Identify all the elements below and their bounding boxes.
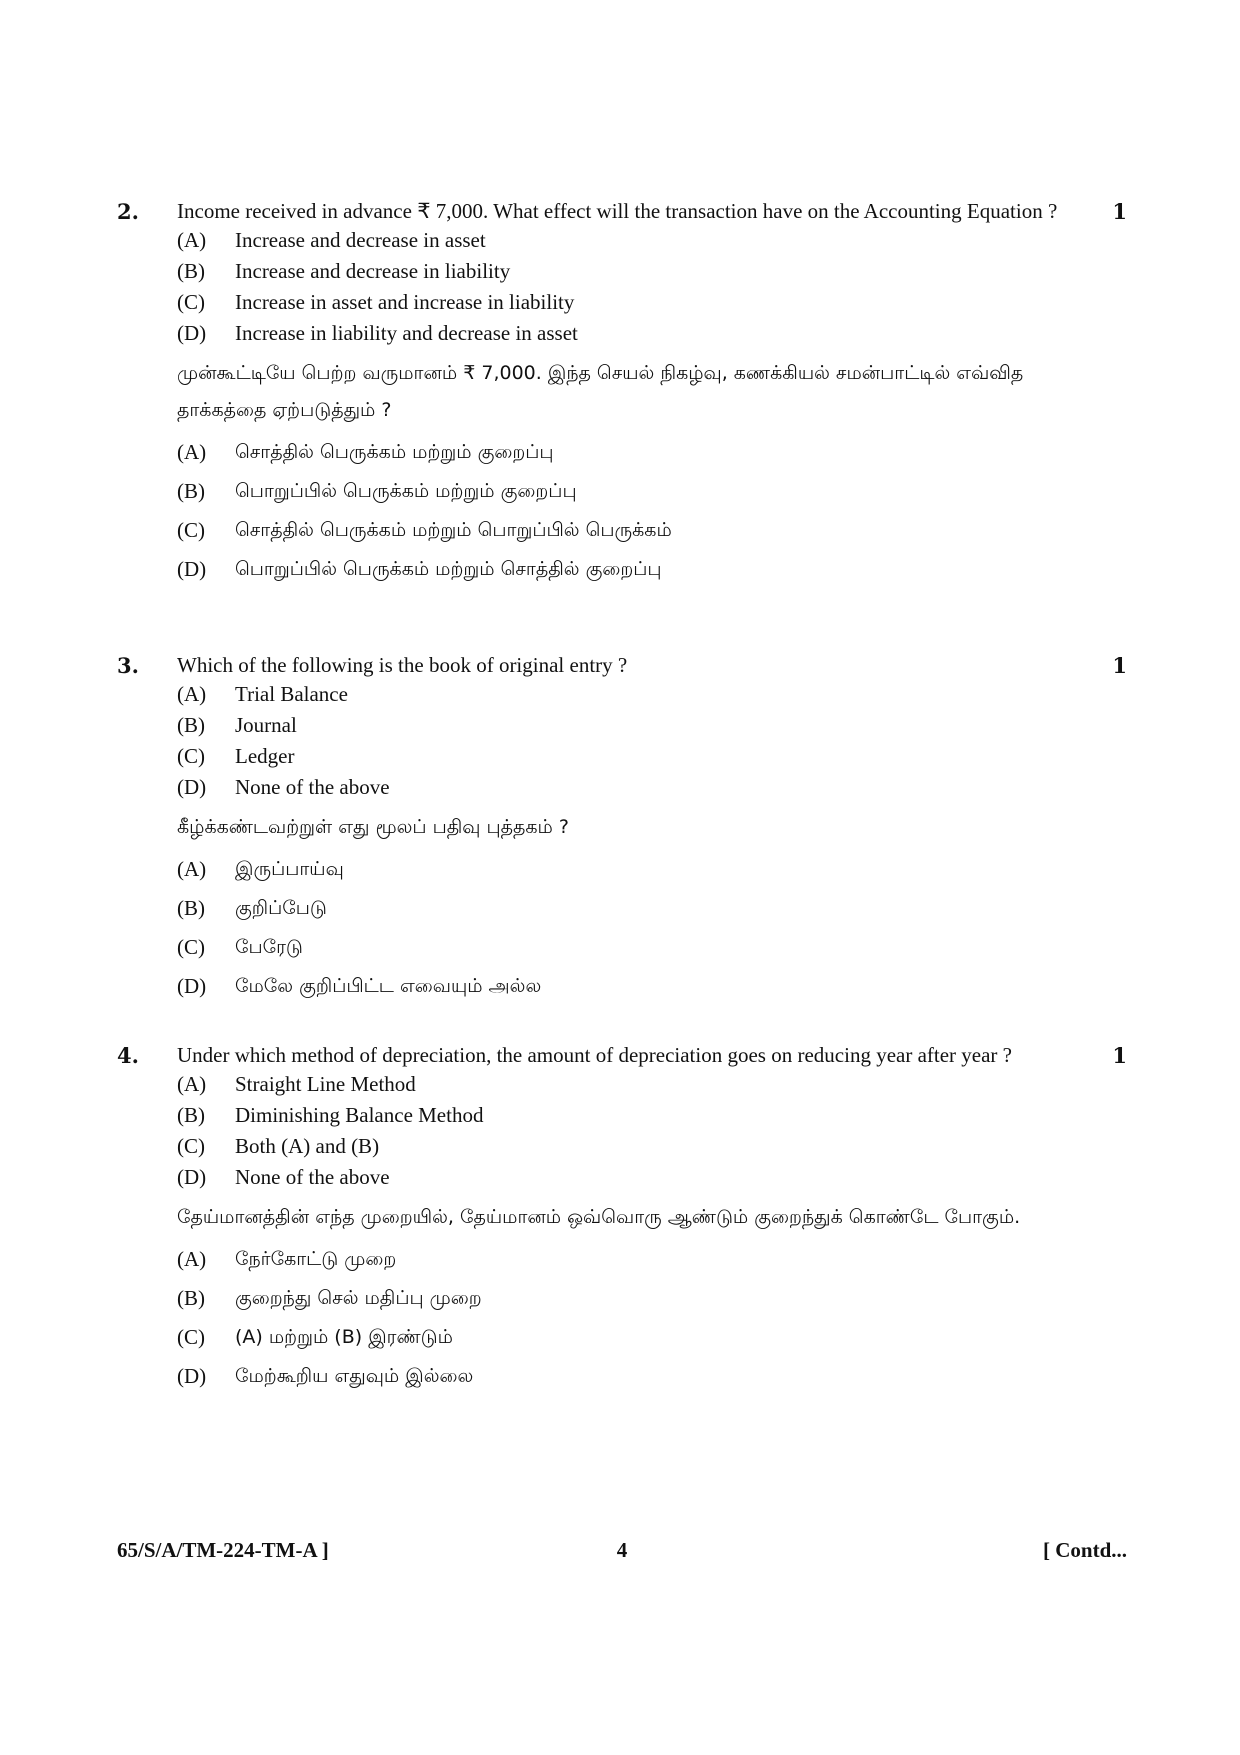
option-c-en: (C) Increase in asset and increase in liability bbox=[177, 290, 575, 314]
option-b-ta: (B) பொறுப்பில் பெருக்கம் மற்றும் குறைப்பு bbox=[177, 479, 577, 503]
question-text-ta: கீழ்க்கண்டவற்றுள் எது மூலப் பதிவு புத்தகம் ? bbox=[177, 816, 569, 838]
option-c-ta: (C) சொத்தில் பெருக்கம் மற்றும் பொறுப்பில் பெருக்கம் bbox=[177, 518, 672, 542]
question-2 bbox=[117, 198, 1127, 589]
options-en bbox=[177, 679, 1127, 803]
option-a-ta: (A) சொத்தில் பெருக்கம் மற்றும் குறைப்பு bbox=[177, 440, 554, 464]
question-text-ta: முன்கூட்டியே பெற்ற வருமானம் ₹ 7,000. இந்த செயல் நிகழ்வு, கணக்கியல் சமன்பாட்டில் எவ்வித தாக்கத்தை ஏற்படுத்தும் ? bbox=[177, 362, 1024, 421]
option-d-en: (D) None of the above bbox=[177, 1165, 390, 1189]
option-d-en: (D) None of the above bbox=[177, 775, 390, 799]
options-en bbox=[177, 225, 1127, 349]
option-c-en: (C) Both (A) and (B) bbox=[177, 1134, 380, 1158]
option-b-en: (B) Increase and decrease in liability bbox=[177, 259, 511, 283]
continued-label: [ Contd... bbox=[1042, 1538, 1127, 1562]
option-a-en: (A) Increase and decrease in asset bbox=[177, 228, 486, 252]
option-b-ta: (B) குறைந்து செல் மதிப்பு முறை bbox=[177, 1286, 482, 1310]
options-ta bbox=[177, 433, 1127, 589]
option-b-en: (B) Journal bbox=[177, 713, 297, 737]
paper-code: 65/S/A/TM-224-TM-A ] bbox=[117, 1538, 329, 1562]
question-number: 4. bbox=[117, 1043, 139, 1068]
question-3 bbox=[117, 652, 1127, 1006]
option-d-ta: (D) பொறுப்பில் பெருக்கம் மற்றும் சொத்தில் குறைப்பு bbox=[177, 557, 662, 581]
question-4 bbox=[117, 1042, 1127, 1396]
option-d-en: (D) Increase in liability and decrease in asset bbox=[177, 321, 578, 345]
question-text-ta: தேய்மானத்தின் எந்த முறையில், தேய்மானம் ஒவ்வொரு ஆண்டும் குறைந்துக் கொண்டே போகும். bbox=[177, 1206, 1021, 1228]
question-text-en: Which of the following is the book of original entry ? bbox=[177, 653, 628, 677]
option-b-ta: (B) குறிப்பேடு bbox=[177, 896, 327, 920]
option-a-ta: (A) இருப்பாய்வு bbox=[177, 857, 344, 881]
option-c-ta: (C) பேரேடு bbox=[177, 935, 303, 959]
option-a-ta: (A) நேர்கோட்டு முறை bbox=[177, 1247, 397, 1271]
options-ta bbox=[177, 1240, 1127, 1396]
question-marks: 1 bbox=[1112, 199, 1127, 224]
question-marks: 1 bbox=[1112, 653, 1127, 678]
options-ta bbox=[177, 850, 1127, 1006]
question-text-en: Under which method of depreciation, the amount of depreciation goes on reducing year after year ? bbox=[177, 1043, 1012, 1067]
question-marks: 1 bbox=[1112, 1043, 1127, 1068]
option-a-en: (A) Straight Line Method bbox=[177, 1072, 416, 1096]
page-number: 4 bbox=[616, 1538, 628, 1562]
option-d-ta: (D) மேலே குறிப்பிட்ட எவையும் அல்ல bbox=[177, 974, 542, 998]
question-text-en: Income received in advance ₹ 7,000. What effect will the transaction have on the Accounting Equation ? bbox=[177, 199, 1058, 223]
option-a-en: (A) Trial Balance bbox=[177, 682, 348, 706]
options-en bbox=[177, 1069, 1127, 1193]
option-b-en: (B) Diminishing Balance Method bbox=[177, 1103, 484, 1127]
question-number: 3. bbox=[117, 653, 139, 678]
option-d-ta: (D) மேற்கூறிய எதுவும் இல்லை bbox=[177, 1364, 474, 1388]
question-number: 2. bbox=[117, 199, 139, 224]
option-c-ta: (C) (A) மற்றும் (B) இரண்டும் bbox=[177, 1325, 453, 1349]
option-c-en: (C) Ledger bbox=[177, 744, 295, 768]
